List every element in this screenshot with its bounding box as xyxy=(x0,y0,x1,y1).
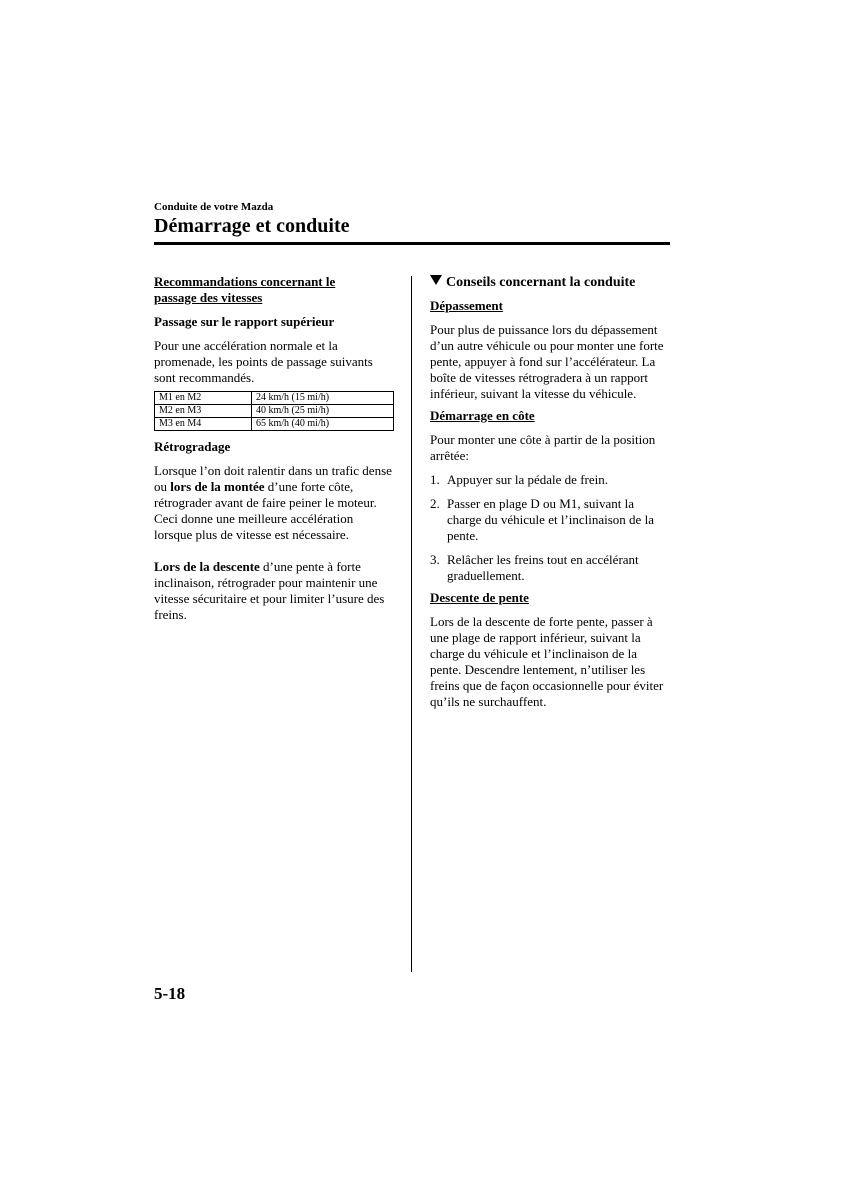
page-title: Démarrage et conduite xyxy=(154,215,350,237)
table-cell-speed: 40 km/h (25 mi/h) xyxy=(252,405,394,418)
downshift-title: Rétrogradage xyxy=(154,439,231,454)
column-divider xyxy=(411,276,412,972)
downshift-paragraph-1: Lorsque l’on doit ralentir dans un trafic dense ou lors de la montée d’une forte côte, rétrograder avant de faire peiner le moteur. Ceci donne une meilleure accélération lorsque plus de vitesse est nécessaire. xyxy=(154,463,392,542)
list-item: 3. Relâcher les freins tout en accélérant graduellement. xyxy=(430,552,639,583)
table-cell-speed: 65 km/h (40 mi/h) xyxy=(252,418,394,431)
passing-text: Pour plus de puissance lors du dépassement d’un autre véhicule ou pour monter une forte pente, appuyer à fond sur l’accélérateur. La boîte de vitesses rétrogradera à un rapport inférieur, suivant la vitesse du véhicule. xyxy=(430,322,664,401)
hill-start-title: Démarrage en côte xyxy=(430,408,535,423)
descent-title: Descente de pente xyxy=(430,590,529,605)
downshift-paragraph-2: Lors de la descente d’une pente à forte inclinaison, rétrograder pour maintenir une vitesse sécuritaire et pour limiter l’usure des freins. xyxy=(154,559,385,622)
table-cell-shift: M3 en M4 xyxy=(155,418,252,431)
triangle-down-icon xyxy=(430,275,442,285)
shift-points-table xyxy=(154,391,394,431)
table-cell-speed: 24 km/h (15 mi/h) xyxy=(252,392,394,405)
section-label: Conduite de votre Mazda xyxy=(154,201,274,213)
hill-start-steps xyxy=(430,472,670,584)
table-row xyxy=(155,405,394,418)
driving-tips-heading: Conseils concernant la conduite xyxy=(430,274,670,292)
left-column xyxy=(154,274,394,623)
table-row xyxy=(155,418,394,431)
descent-text: Lors de la descente de forte pente, passer à une plage de rapport inférieur, suivant la charge du véhicule et l’inclinaison de la pente. Descendre lentement, n’utiliser les freins que de façon occasionnelle pour éviter qu’ils ne surchauffent. xyxy=(430,614,664,709)
title-rule xyxy=(154,242,670,245)
table-cell-shift: M2 en M3 xyxy=(155,405,252,418)
list-item: 2. Passer en plage D ou M1, suivant la charge du véhicule et l’inclinaison de la pente. xyxy=(430,496,654,543)
page-number: 5-18 xyxy=(154,984,186,1003)
passing-title: Dépassement xyxy=(430,298,503,313)
upshift-title: Passage sur le rapport supérieur xyxy=(154,314,335,329)
right-column xyxy=(430,274,670,710)
hill-start-text: Pour monter une côte à partir de la position arrêtée: xyxy=(430,432,656,463)
upshift-text: Pour une accélération normale et la promenade, les points de passage suivants sont recommandés. xyxy=(154,338,373,385)
list-item: 1. Appuyer sur la pédale de frein. xyxy=(430,472,608,487)
table-row xyxy=(155,392,394,405)
shift-recommendations-heading: Recommandations concernant le passage des vitesses xyxy=(154,274,336,305)
table-cell-shift: M1 en M2 xyxy=(155,392,252,405)
